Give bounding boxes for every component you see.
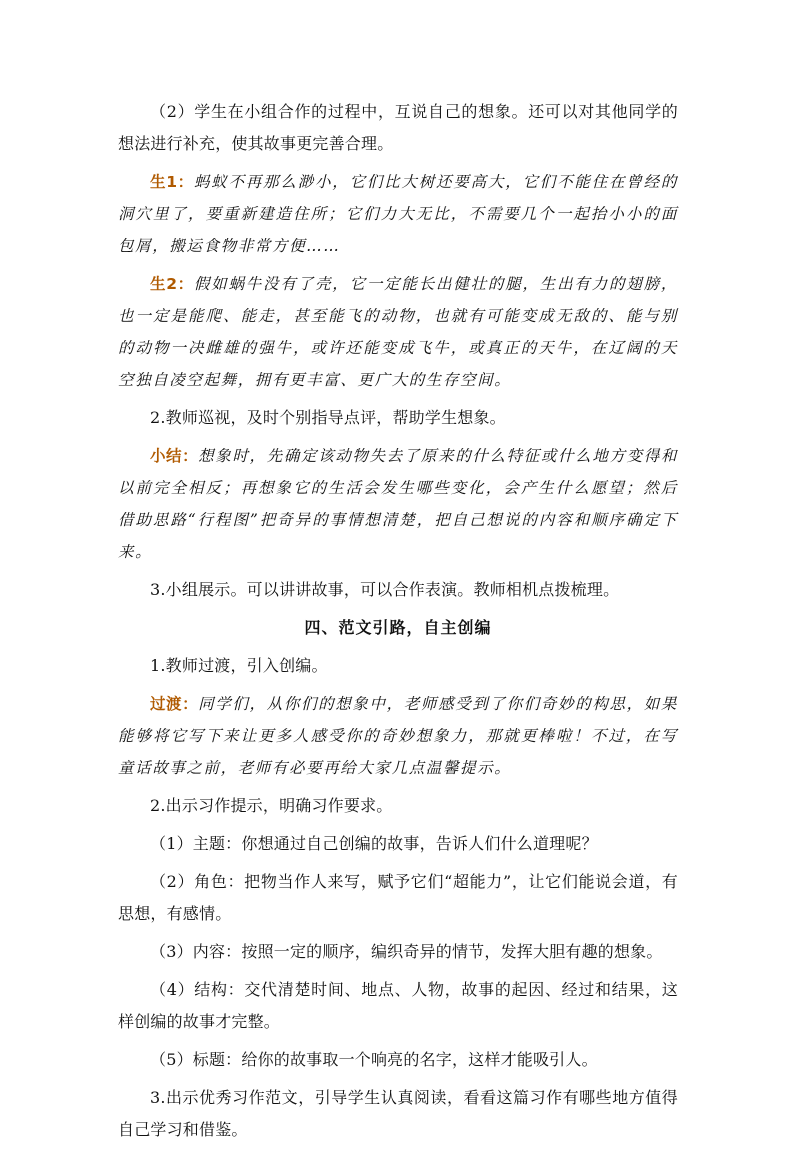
summary-paragraph [118, 440, 678, 568]
student-2-text: 假如蜗牛没有了壳，它一定能长出健壮的腿，生出有力的翅膀，也一定是能爬、能走，甚至能飞的动物，也就有可能变成无敌的、能与别的动物一决雌雄的强牛，或许还能变成飞牛，或真正的天牛，在辽阔的天空独自凌空起舞，拥有更丰富、更广大的生存空间。 [118, 275, 678, 389]
paragraph-group-work: （2）学生在小组合作的过程中，互说自己的想象。还可以对其他同学的想法进行补充，使其故事更完善合理。 [118, 102, 678, 153]
student-answer-1 [118, 166, 678, 262]
student-1-label: 生1： [150, 173, 194, 191]
student-2-label: 生2： [150, 275, 194, 293]
transition-label: 过渡： [150, 695, 199, 713]
transition-paragraph [118, 688, 678, 784]
student-1-text: 蚂蚁不再那么渺小，它们比大树还要高大，它们不能住在曾经的洞穴里了，要重新建造住所；它们力大无比，不需要几个一起抬小小的面包屑，搬运食物非常方便…… [118, 173, 678, 255]
paragraph-model-essay: 3.出示优秀习作范文，引导学生认真阅读，看看这篇习作有哪些地方值得自己学习和借鉴。 [118, 1088, 678, 1139]
tip-structure: （4）结构：交代清楚时间、地点、人物，故事的起因、经过和结果，这样创编的故事才完整。 [118, 980, 678, 1031]
paragraph-group-show: 3.小组展示。可以讲讲故事，可以合作表演。教师相机点拨梳理。 [150, 580, 620, 599]
paragraph-transition-intro: 1.教师过渡，引入创编。 [150, 656, 328, 675]
student-answer-2 [118, 268, 678, 396]
section-heading: 四、范文引路，自主创编 [304, 618, 492, 637]
paragraph-writing-tips-intro: 2.出示习作提示，明确习作要求。 [150, 796, 393, 815]
document-body [118, 96, 678, 1152]
tip-content: （3）内容：按照一定的顺序，编织奇异的情节，发挥大胆有趣的想象。 [150, 942, 663, 961]
transition-text: 同学们，从你们的想象中，老师感受到了你们奇妙的构思，如果能够将它写下来让更多人感受你的奇妙想象力，那就更棒啦！不过，在写童话故事之前，老师有必要再给大家几点温馨提示。 [118, 695, 678, 777]
tip-role: （2）角色：把物当作人来写，赋予它们“超能力”，让它们能说会道，有思想，有感情。 [118, 872, 678, 923]
tip-theme: （1）主题：你想通过自己创编的故事，告诉人们什么道理呢？ [150, 834, 598, 853]
paragraph-teacher-patrol: 2.教师巡视，及时个别指导点评，帮助学生想象。 [150, 408, 506, 427]
summary-text: 想象时，先确定该动物失去了原来的什么特征或什么地方变得和以前完全相反；再想象它的生活会发生哪些变化，会产生什么愿望；然后借助思路“行程图”把奇异的事情想清楚，把自己想说的内容和顺序确定下来。 [118, 447, 678, 561]
tip-title: （5）标题：给你的故事取一个响亮的名字，这样才能吸引人。 [150, 1050, 598, 1069]
summary-label: 小结： [150, 447, 199, 465]
